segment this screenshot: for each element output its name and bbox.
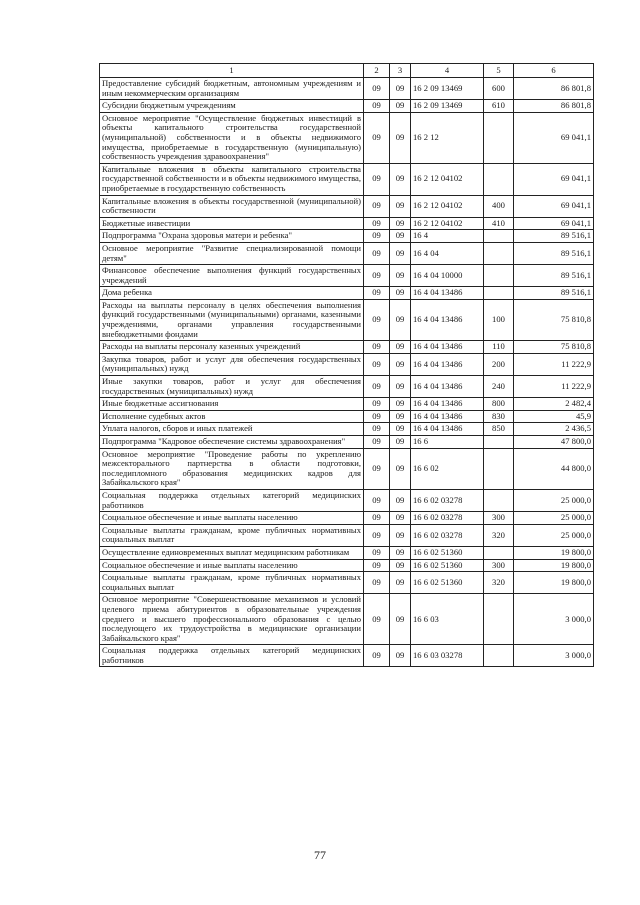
subsection-code-cell: 09 [390, 410, 411, 423]
table-row [100, 299, 594, 340]
expense-type-cell [484, 287, 514, 300]
row-name-cell: Закупка товаров, работ и услуг для обеспечения государственных (муниципальных) нужд [100, 353, 364, 375]
subsection-code-cell: 09 [390, 448, 411, 489]
target-article-cell: 16 2 12 04102 [411, 163, 484, 195]
target-article-cell: 16 6 02 03278 [411, 524, 484, 546]
row-name-cell: Иные бюджетные ассигнования [100, 398, 364, 411]
expense-type-cell: 300 [484, 512, 514, 525]
amount-cell: 19 800,0 [514, 546, 594, 559]
expense-type-cell: 320 [484, 572, 514, 594]
amount-cell: 3 000,0 [514, 645, 594, 667]
section-code-cell: 09 [364, 112, 390, 163]
page-number: 77 [314, 848, 326, 862]
row-name-cell: Финансовое обеспечение выполнения функций государственных учреждений [100, 265, 364, 287]
amount-cell: 25 000,0 [514, 489, 594, 511]
section-code-cell: 09 [364, 559, 390, 572]
row-name-cell: Бюджетные инвестиции [100, 217, 364, 230]
amount-cell: 69 041,1 [514, 195, 594, 217]
table-row [100, 448, 594, 489]
row-name-cell: Основное мероприятие "Проведение работы по укреплению межсекторального партнерства в области подготовки, последипломного образования медицинских кадров для Забайкальского края" [100, 448, 364, 489]
section-code-cell: 09 [364, 78, 390, 100]
subsection-code-cell: 09 [390, 287, 411, 300]
section-code-cell: 09 [364, 448, 390, 489]
section-code-cell: 09 [364, 217, 390, 230]
subsection-code-cell: 09 [390, 572, 411, 594]
subsection-code-cell: 09 [390, 341, 411, 354]
subsection-code-cell: 09 [390, 299, 411, 340]
row-name-cell: Основное мероприятие "Развитие специализированной помощи детям" [100, 242, 364, 264]
target-article-cell: 16 4 04 13486 [411, 398, 484, 411]
row-name-cell: Социальное обеспечение и иные выплаты населению [100, 512, 364, 525]
table-header-row [100, 64, 594, 78]
row-name-cell: Расходы на выплаты персоналу казенных учреждений [100, 341, 364, 354]
amount-cell: 3 000,0 [514, 594, 594, 645]
target-article-cell: 16 4 04 [411, 242, 484, 264]
section-code-cell: 09 [364, 265, 390, 287]
subsection-code-cell: 09 [390, 512, 411, 525]
table-row [100, 572, 594, 594]
amount-cell: 69 041,1 [514, 163, 594, 195]
target-article-cell: 16 2 12 04102 [411, 217, 484, 230]
expense-type-cell [484, 448, 514, 489]
table-row [100, 353, 594, 375]
expense-type-cell: 800 [484, 398, 514, 411]
row-name-cell: Социальные выплаты гражданам, кроме публичных нормативных социальных выплат [100, 524, 364, 546]
target-article-cell: 16 2 12 04102 [411, 195, 484, 217]
amount-cell: 11 222,9 [514, 376, 594, 398]
expense-type-cell: 320 [484, 524, 514, 546]
subsection-code-cell: 09 [390, 436, 411, 449]
amount-cell: 75 810,8 [514, 341, 594, 354]
table-row [100, 594, 594, 645]
row-name-cell: Исполнение судебных актов [100, 410, 364, 423]
subsection-code-cell: 09 [390, 489, 411, 511]
budget-table [99, 63, 594, 667]
subsection-code-cell: 09 [390, 423, 411, 436]
row-name-cell: Социальная поддержка отдельных категорий медицинских работников [100, 645, 364, 667]
amount-cell: 19 800,0 [514, 559, 594, 572]
expense-type-cell: 400 [484, 195, 514, 217]
expense-type-cell: 410 [484, 217, 514, 230]
table-row [100, 559, 594, 572]
expense-type-cell [484, 546, 514, 559]
table-row [100, 436, 594, 449]
table-row [100, 217, 594, 230]
subsection-code-cell: 09 [390, 230, 411, 243]
table-row [100, 265, 594, 287]
row-name-cell: Подпрограмма "Охрана здоровья матери и ребенка" [100, 230, 364, 243]
column-header: 1 [100, 64, 364, 78]
amount-cell: 89 516,1 [514, 265, 594, 287]
amount-cell: 25 000,0 [514, 512, 594, 525]
target-article-cell: 16 4 04 10000 [411, 265, 484, 287]
row-name-cell: Капитальные вложения в объекты государственной (муниципальной) собственности [100, 195, 364, 217]
section-code-cell: 09 [364, 195, 390, 217]
expense-type-cell [484, 230, 514, 243]
table-body [100, 78, 594, 667]
subsection-code-cell: 09 [390, 594, 411, 645]
target-article-cell: 16 4 04 13486 [411, 341, 484, 354]
amount-cell: 86 801,8 [514, 78, 594, 100]
table-row [100, 112, 594, 163]
table-row [100, 512, 594, 525]
target-article-cell: 16 4 04 13486 [411, 423, 484, 436]
subsection-code-cell: 09 [390, 163, 411, 195]
amount-cell: 11 222,9 [514, 353, 594, 375]
section-code-cell: 09 [364, 572, 390, 594]
amount-cell: 69 041,1 [514, 217, 594, 230]
row-name-cell: Иные закупки товаров, работ и услуг для обеспечения государственных (муниципальных) нужд [100, 376, 364, 398]
section-code-cell: 09 [364, 410, 390, 423]
target-article-cell: 16 4 [411, 230, 484, 243]
expense-type-cell: 110 [484, 341, 514, 354]
expense-type-cell [484, 265, 514, 287]
target-article-cell: 16 6 [411, 436, 484, 449]
column-header: 2 [364, 64, 390, 78]
section-code-cell: 09 [364, 299, 390, 340]
row-name-cell: Дома ребенка [100, 287, 364, 300]
amount-cell: 25 000,0 [514, 524, 594, 546]
expense-type-cell [484, 489, 514, 511]
section-code-cell: 09 [364, 287, 390, 300]
subsection-code-cell: 09 [390, 265, 411, 287]
section-code-cell: 09 [364, 546, 390, 559]
subsection-code-cell: 09 [390, 242, 411, 264]
target-article-cell: 16 2 09 13469 [411, 100, 484, 113]
table-row [100, 524, 594, 546]
amount-cell: 19 800,0 [514, 572, 594, 594]
target-article-cell: 16 6 02 51360 [411, 546, 484, 559]
row-name-cell: Предоставление субсидий бюджетным, автономным учреждениям и иным некоммерческим организациям [100, 78, 364, 100]
table-row [100, 163, 594, 195]
target-article-cell: 16 6 03 [411, 594, 484, 645]
amount-cell: 89 516,1 [514, 287, 594, 300]
table-row [100, 398, 594, 411]
section-code-cell: 09 [364, 376, 390, 398]
table-row [100, 287, 594, 300]
section-code-cell: 09 [364, 163, 390, 195]
section-code-cell: 09 [364, 512, 390, 525]
subsection-code-cell: 09 [390, 100, 411, 113]
section-code-cell: 09 [364, 398, 390, 411]
column-header: 3 [390, 64, 411, 78]
row-name-cell: Расходы на выплаты персоналу в целях обеспечения выполнения функций государственными (муниципальными) органами, казенными учреждениями, органами управления государственными внебюджетными фондами [100, 299, 364, 340]
table-row [100, 410, 594, 423]
row-name-cell: Осуществление единовременных выплат медицинским работникам [100, 546, 364, 559]
section-code-cell: 09 [364, 242, 390, 264]
subsection-code-cell: 09 [390, 195, 411, 217]
subsection-code-cell: 09 [390, 353, 411, 375]
amount-cell: 89 516,1 [514, 230, 594, 243]
subsection-code-cell: 09 [390, 559, 411, 572]
target-article-cell: 16 6 02 03278 [411, 489, 484, 511]
section-code-cell: 09 [364, 341, 390, 354]
expense-type-cell [484, 594, 514, 645]
table-row [100, 376, 594, 398]
table-row [100, 489, 594, 511]
table-row [100, 546, 594, 559]
subsection-code-cell: 09 [390, 78, 411, 100]
table-row [100, 242, 594, 264]
target-article-cell: 16 6 03 03278 [411, 645, 484, 667]
section-code-cell: 09 [364, 524, 390, 546]
amount-cell: 75 810,8 [514, 299, 594, 340]
target-article-cell: 16 2 09 13469 [411, 78, 484, 100]
expense-type-cell: 600 [484, 78, 514, 100]
target-article-cell: 16 4 04 13486 [411, 353, 484, 375]
row-name-cell: Основное мероприятие "Осуществление бюджетных инвестиций в объекты капитального строительства государственной (муниципальной) собственности и в объекты недвижимого имущества, приобретаемые в государственную (муниципальную) собственность учреждения здравоохранения" [100, 112, 364, 163]
row-name-cell: Подпрограмма "Кадровое обеспечение системы здравоохранения" [100, 436, 364, 449]
section-code-cell: 09 [364, 230, 390, 243]
table-row [100, 423, 594, 436]
amount-cell: 44 800,0 [514, 448, 594, 489]
row-name-cell: Капитальные вложения в объекты капитального строительства государственной собственности и в объекты недвижимого имущества, приобретаемые в государственную собственность [100, 163, 364, 195]
section-code-cell: 09 [364, 594, 390, 645]
table-row [100, 341, 594, 354]
target-article-cell: 16 2 12 [411, 112, 484, 163]
subsection-code-cell: 09 [390, 112, 411, 163]
section-code-cell: 09 [364, 353, 390, 375]
expense-type-cell [484, 163, 514, 195]
row-name-cell: Основное мероприятие "Совершенствование механизмов и условий целевого приема абитуриентов в образовательные учреждения среднего и высшего профессионального образования с целью последующего их трудоустройства в медицинские организации Забайкальского края" [100, 594, 364, 645]
section-code-cell: 09 [364, 436, 390, 449]
target-article-cell: 16 4 04 13486 [411, 410, 484, 423]
expense-type-cell: 610 [484, 100, 514, 113]
row-name-cell: Субсидии бюджетным учреждениям [100, 100, 364, 113]
amount-cell: 47 800,0 [514, 436, 594, 449]
amount-cell: 2 482,4 [514, 398, 594, 411]
table-row [100, 230, 594, 243]
column-header: 4 [411, 64, 484, 78]
table-row [100, 100, 594, 113]
row-name-cell: Социальная поддержка отдельных категорий медицинских работников [100, 489, 364, 511]
target-article-cell: 16 6 02 51360 [411, 559, 484, 572]
expense-type-cell: 200 [484, 353, 514, 375]
target-article-cell: 16 6 02 51360 [411, 572, 484, 594]
target-article-cell: 16 6 02 [411, 448, 484, 489]
subsection-code-cell: 09 [390, 398, 411, 411]
subsection-code-cell: 09 [390, 546, 411, 559]
target-article-cell: 16 4 04 13486 [411, 299, 484, 340]
subsection-code-cell: 09 [390, 217, 411, 230]
row-name-cell: Уплата налогов, сборов и иных платежей [100, 423, 364, 436]
amount-cell: 89 516,1 [514, 242, 594, 264]
subsection-code-cell: 09 [390, 376, 411, 398]
expense-type-cell [484, 112, 514, 163]
amount-cell: 86 801,8 [514, 100, 594, 113]
section-code-cell: 09 [364, 645, 390, 667]
table-row [100, 78, 594, 100]
table-row [100, 645, 594, 667]
table-row [100, 195, 594, 217]
subsection-code-cell: 09 [390, 524, 411, 546]
row-name-cell: Социальное обеспечение и иные выплаты населению [100, 559, 364, 572]
column-header: 5 [484, 64, 514, 78]
expense-type-cell: 830 [484, 410, 514, 423]
expense-type-cell: 100 [484, 299, 514, 340]
expense-type-cell [484, 645, 514, 667]
amount-cell: 2 436,5 [514, 423, 594, 436]
row-name-cell: Социальные выплаты гражданам, кроме публичных нормативных социальных выплат [100, 572, 364, 594]
section-code-cell: 09 [364, 489, 390, 511]
column-header: 6 [514, 64, 594, 78]
section-code-cell: 09 [364, 423, 390, 436]
subsection-code-cell: 09 [390, 645, 411, 667]
target-article-cell: 16 6 02 03278 [411, 512, 484, 525]
expense-type-cell: 300 [484, 559, 514, 572]
section-code-cell: 09 [364, 100, 390, 113]
expense-type-cell: 240 [484, 376, 514, 398]
expense-type-cell [484, 436, 514, 449]
expense-type-cell [484, 242, 514, 264]
expense-type-cell: 850 [484, 423, 514, 436]
target-article-cell: 16 4 04 13486 [411, 287, 484, 300]
amount-cell: 69 041,1 [514, 112, 594, 163]
target-article-cell: 16 4 04 13486 [411, 376, 484, 398]
amount-cell: 45,9 [514, 410, 594, 423]
